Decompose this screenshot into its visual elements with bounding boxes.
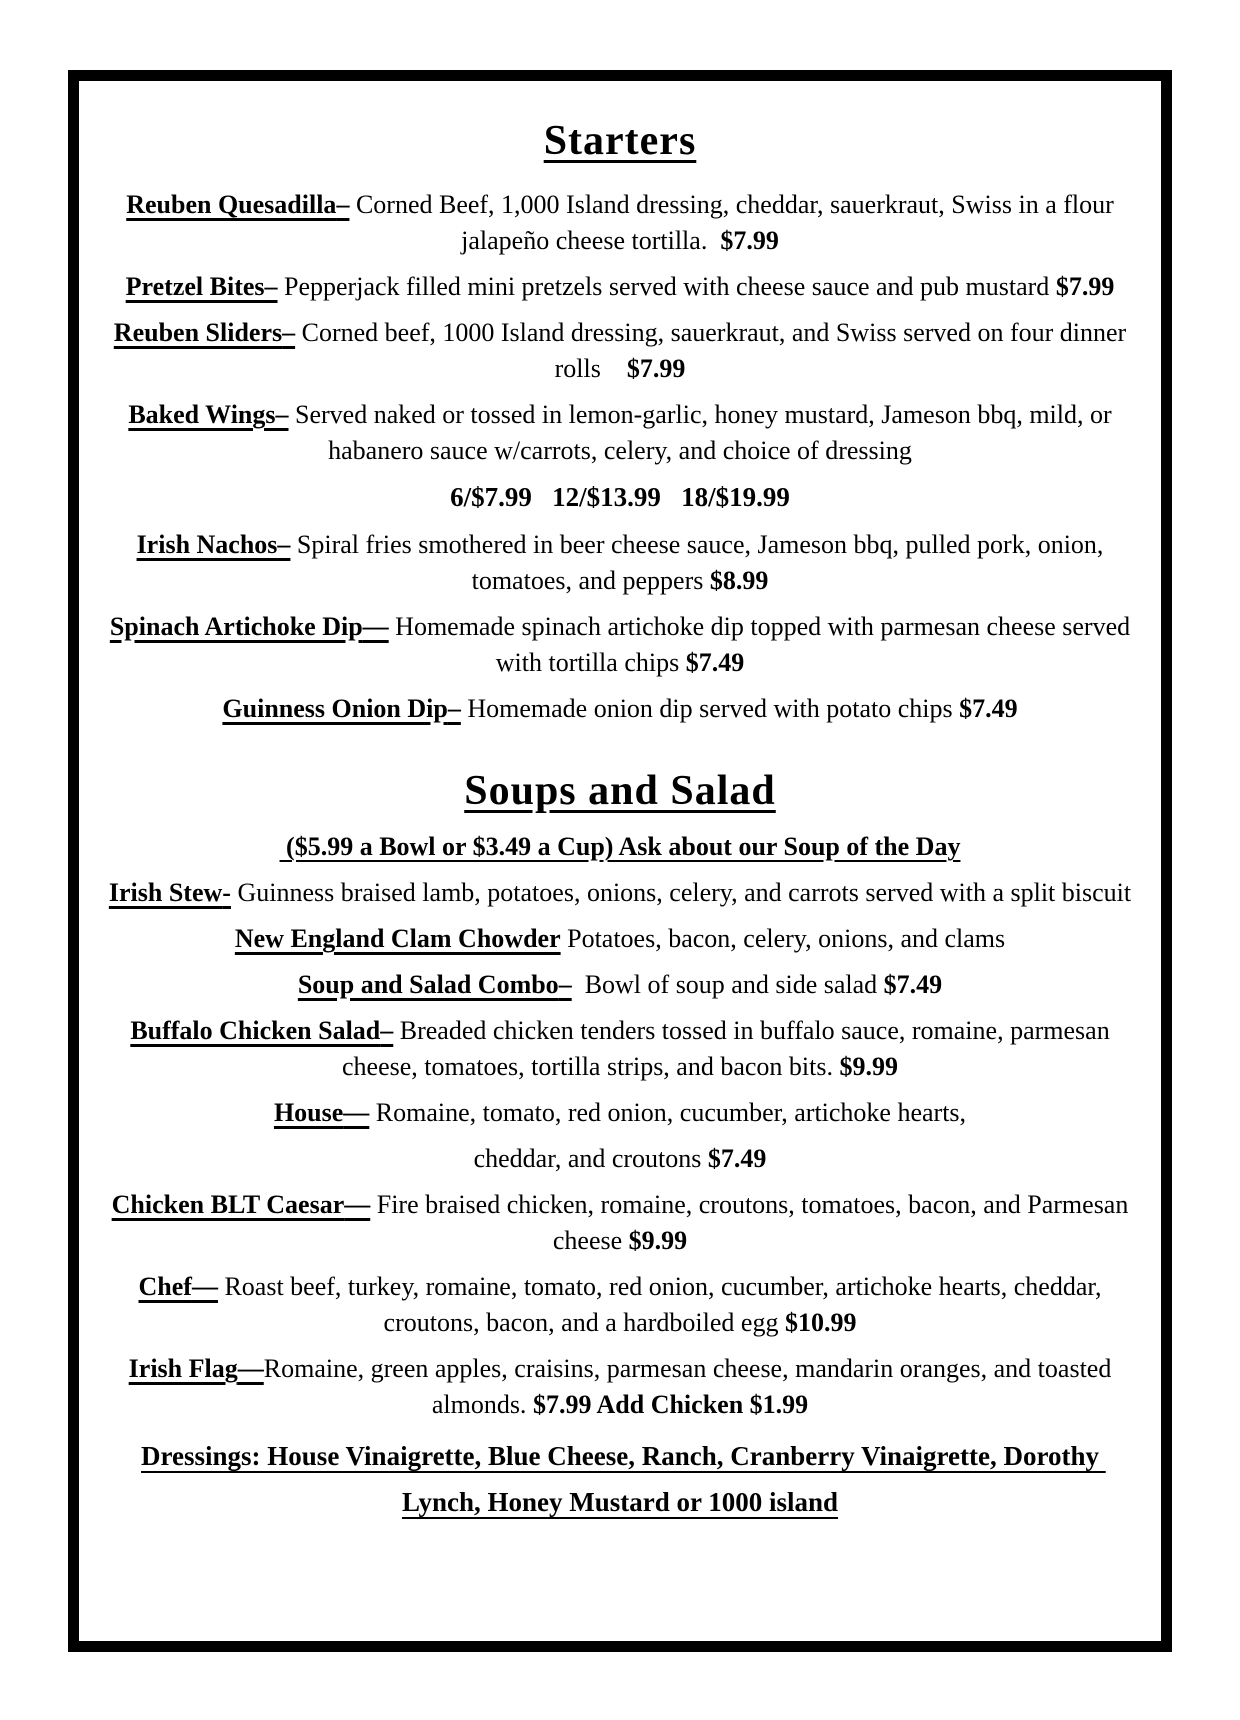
item-name-dash: —	[191, 1272, 218, 1301]
item-name	[129, 1354, 264, 1383]
item-desc: Guinness braised lamb, potatoes, onions, celery, and carrots served with a split biscuit	[230, 878, 1132, 907]
item-name-text: Guinness Onion Dip	[222, 694, 448, 723]
item-name-dash: –	[380, 1016, 394, 1045]
item-name-text: New England Clam Chowder	[234, 924, 561, 953]
item-desc: Homemade spinach artichoke dip topped with parmesan cheese served with tortilla chips	[388, 612, 1137, 677]
item-name	[222, 694, 460, 723]
item-name-dash: -	[222, 878, 231, 907]
item-desc: Served naked or tossed in lemon-garlic, honey mustard, Jameson bbq, mild, or habanero sauce w/carrots, celery, and choice of dressing	[288, 400, 1119, 465]
item-name	[235, 924, 561, 953]
item-name-text: Reuben Quesadilla	[126, 190, 337, 219]
item-name	[298, 970, 572, 999]
menu-item-buffalo-chicken-salad	[103, 1013, 1137, 1085]
item-desc: Romaine, green apples, craisins, parmesan cheese, mandarin oranges, and toasted almonds.	[263, 1354, 1118, 1419]
item-desc: Breaded chicken tenders tossed in buffalo sauce, romaine, parmesan cheese, tomatoes, tortilla strips, and bacon bits.	[342, 1016, 1117, 1081]
item-name-text: Pretzel Bites	[125, 272, 265, 301]
item-price: $7.49	[883, 970, 943, 999]
item-desc: Homemade onion dip served with potato chips	[460, 694, 960, 723]
menu-item-guinness-onion-dip	[103, 691, 1137, 727]
item-name-text: Baked Wings	[128, 400, 276, 429]
item-price: $7.49	[959, 694, 1018, 723]
menu-item-house-salad	[103, 1095, 1137, 1131]
menu-item-reuben-quesadilla	[103, 187, 1137, 259]
menu-item-chicken-blt-caesar	[103, 1187, 1137, 1259]
item-desc: Spiral fries smothered in beer cheese sauce, Jameson bbq, pulled pork, onion, tomatoes, and peppers	[290, 530, 1110, 595]
item-price: $10.99	[784, 1308, 857, 1337]
menu-item-irish-nachos	[103, 527, 1137, 599]
item-desc: Corned Beef, 1,000 Island dressing, cheddar, sauerkraut, Swiss in a flour jalapeño cheese tortilla.	[349, 190, 1121, 255]
item-desc: Roast beef, turkey, romaine, tomato, red onion, cucumber, artichoke hearts, cheddar, croutons, bacon, and a hardboiled egg	[217, 1272, 1108, 1337]
menu-item-baked-wings	[103, 397, 1137, 469]
item-name	[274, 1098, 369, 1127]
baked-wings-price-line: 6/$7.99 12/$13.99 18/$19.99	[450, 482, 790, 512]
item-name	[126, 272, 278, 301]
starters-heading: Starters	[543, 118, 697, 164]
item-name-text: Buffalo Chicken Salad	[130, 1016, 381, 1045]
item-price: $9.99	[628, 1226, 688, 1255]
item-desc: Corned beef, 1000 Island dressing, sauerkraut, and Swiss served on four dinner rolls	[295, 318, 1133, 383]
item-name-text: Chicken BLT Caesar	[111, 1190, 345, 1219]
item-price: $9.99	[839, 1052, 898, 1081]
item-name-dash: —	[344, 1190, 371, 1219]
item-name-text: Irish Flag	[128, 1354, 238, 1383]
item-desc: Pepperjack filled mini pretzels served with cheese sauce and pub mustard	[277, 272, 1056, 301]
item-name	[110, 612, 389, 641]
item-price: $8.99	[709, 566, 769, 595]
item-name-text: Reuben Sliders	[113, 318, 283, 347]
item-name-dash: —	[237, 1354, 264, 1383]
item-price: $7.99 Add Chicken $1.99	[532, 1390, 809, 1419]
item-name	[139, 1272, 218, 1301]
menu-item-spinach-artichoke-dip	[103, 609, 1137, 681]
item-name-dash: –	[336, 190, 350, 219]
menu-item-irish-flag-salad	[103, 1351, 1137, 1423]
item-desc: Romaine, tomato, red onion, cucumber, artichoke hearts,	[369, 1098, 967, 1127]
item-name-dash: –	[282, 318, 296, 347]
item-name-text: Soup and Salad Combo	[297, 970, 559, 999]
item-price: $7.49	[707, 1144, 767, 1173]
menu-item-irish-stew	[103, 875, 1137, 911]
soup-pricing-subtitle: ($5.99 a Bowl or $3.49 a Cup) Ask about our Soup of the Day	[279, 832, 961, 861]
item-name	[137, 530, 291, 559]
item-price: $7.49	[685, 648, 745, 677]
menu-frame	[68, 70, 1172, 1652]
item-name	[128, 400, 288, 429]
item-desc: Bowl of soup and side salad	[571, 970, 884, 999]
menu-item-house-salad-line2	[103, 1141, 1137, 1177]
item-name-dash: –	[447, 694, 461, 723]
item-name	[130, 1016, 393, 1045]
menu-item-clam-chowder	[103, 921, 1137, 957]
item-price: $7.99	[626, 354, 686, 383]
item-desc: Potatoes, bacon, celery, onions, and clams	[560, 924, 1006, 953]
item-name-dash: –	[275, 400, 289, 429]
item-price: $7.99	[1055, 272, 1115, 301]
item-name	[114, 318, 295, 347]
soups-heading: Soups and Salad	[464, 768, 776, 814]
item-name-dash: –	[277, 530, 291, 559]
item-name-text: Spinach Artichoke Dip	[109, 612, 363, 641]
dressings-list: Dressings: House Vinaigrette, Blue Cheese, Ranch, Cranberry Vinaigrette, Dorothy Lynch, Honey Mustard or 1000 island	[141, 1441, 1106, 1517]
item-name-text: Irish Stew	[108, 878, 223, 907]
menu-item-pretzel-bites	[103, 269, 1137, 305]
item-name-dash: –	[558, 970, 572, 999]
item-price: $7.99	[720, 226, 779, 255]
item-name-text: Irish Nachos	[136, 530, 278, 559]
item-name	[112, 1190, 371, 1219]
item-desc: Fire braised chicken, romaine, croutons, tomatoes, bacon, and Parmesan cheese	[370, 1190, 1135, 1255]
menu-item-soup-salad-combo	[103, 967, 1137, 1003]
item-name-dash: —	[362, 612, 389, 641]
menu-item-chef-salad	[103, 1269, 1137, 1341]
item-name-text: House	[273, 1098, 344, 1127]
item-name	[109, 878, 231, 907]
item-name-dash: –	[264, 272, 278, 301]
item-desc: cheddar, and croutons	[473, 1144, 708, 1173]
menu-item-reuben-sliders	[103, 315, 1137, 387]
item-name-text: Chef	[138, 1272, 192, 1301]
item-name-dash: —	[343, 1098, 370, 1127]
item-name	[126, 190, 349, 219]
